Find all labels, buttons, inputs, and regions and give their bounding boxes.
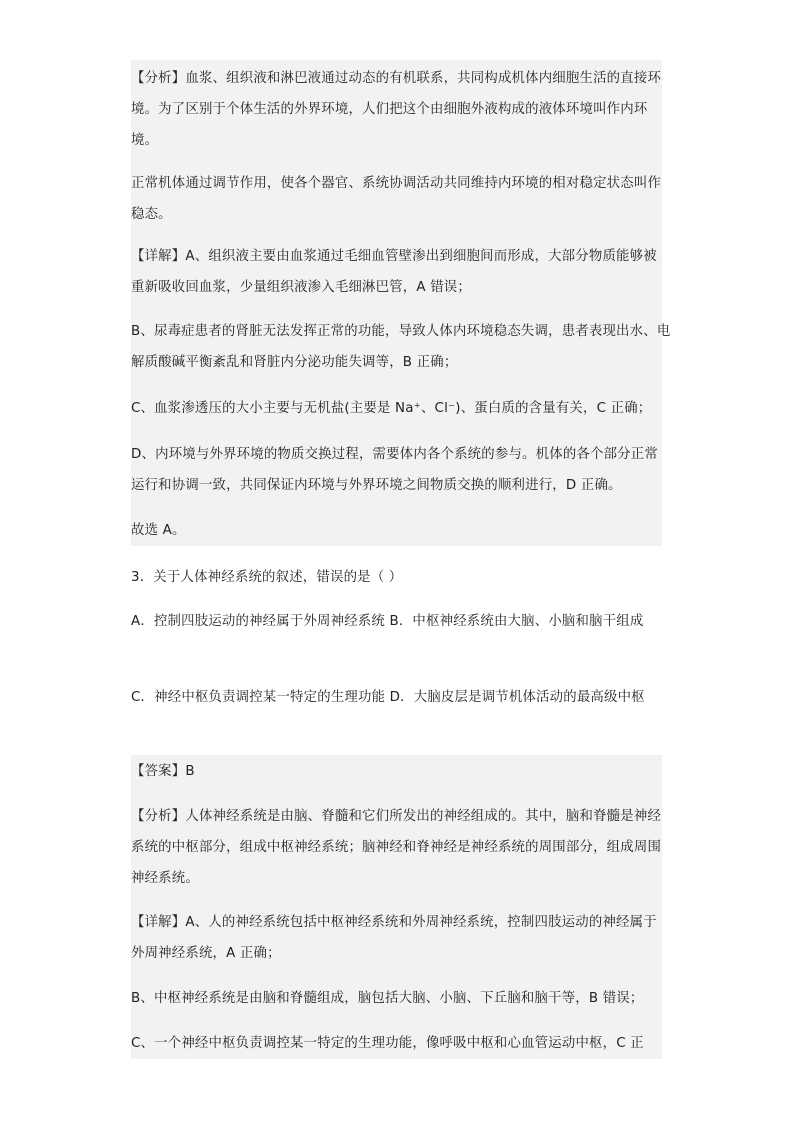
question-stem: 3．关于人体神经系统的叙述，错误的是（ ） xyxy=(131,570,403,585)
analysis-paragraph-q3: 【分析】人体神经系统是由脑、脊髓和它们所发出的神经组成的。其中，脑和脊髓是神经系统的中枢部分，组成中枢神经系统；脑神经和脊神经是神经系统的周围部分，组成周围神经系统。 xyxy=(131,809,662,886)
question-3 xyxy=(131,562,662,705)
question-options-ab: A．控制四肢运动的神经属于外周神经系统 B．中枢神经系统由大脑、小脑和脑干组成 xyxy=(131,614,644,629)
question-options-cd: C．神经中枢负责调控某一特定的生理功能 D．大脑皮层是调节机体活动的最高级中枢 xyxy=(131,690,645,705)
answer-label: 【答案】B xyxy=(131,764,195,779)
detail-option-b: B、尿毒症患者的肾脏无法发挥正常的功能，导致人体内环境稳态失调，患者表现出水、电解质酸碱平衡紊乱和肾脏内分泌功能失调等，B 正确； xyxy=(131,324,671,370)
detail-q3-option-a: 【详解】A、人的神经系统包括中枢神经系统和外周神经系统，控制四肢运动的神经属于外周神经系统，A 正确； xyxy=(131,915,657,961)
explanation-block-q2 xyxy=(131,60,671,546)
analysis-paragraph-1: 【分析】血浆、组织液和淋巴液通过动态的有机联系，共同构成机体内细胞生活的直接环境。为了区别于个体生活的外界环境，人们把这个由细胞外液构成的液体环境叫作内环境。 xyxy=(131,71,662,148)
detail-option-a: 【详解】A、组织液主要由血浆通过毛细血管壁渗出到细胞间而形成，大部分物质能够被重新吸收回血浆，少量组织液渗入毛细淋巴管，A 错误； xyxy=(131,249,657,295)
detail-q3-option-b: B、中枢神经系统是由脑和脊髓组成，脑包括大脑、小脑、下丘脑和脑干等，B 错误； xyxy=(131,991,644,1006)
detail-conclusion: 故选 A。 xyxy=(131,523,186,538)
explanation-block-q3 xyxy=(131,755,662,1059)
detail-option-c: C、血浆渗透压的大小主要与无机盐(主要是 Na⁺、Cl⁻)、蛋白质的含量有关，C 正确； xyxy=(131,401,652,416)
detail-q3-option-c: C、一个神经中枢负责调控某一特定的生理功能，像呼吸中枢和心血管运动中枢，C 正 xyxy=(131,1036,644,1051)
analysis-paragraph-2: 正常机体通过调节作用，使各个器官、系统协调活动共同维持内环境的相对稳定状态叫作稳态。 xyxy=(131,176,662,222)
detail-option-d: D、内环境与外界环境的物质交换过程，需要体内各个系统的参与。机体的各个部分正常运行和协调一致，共同保证内环境与外界环境之间物质交换的顺利进行，D 正确。 xyxy=(131,447,658,493)
